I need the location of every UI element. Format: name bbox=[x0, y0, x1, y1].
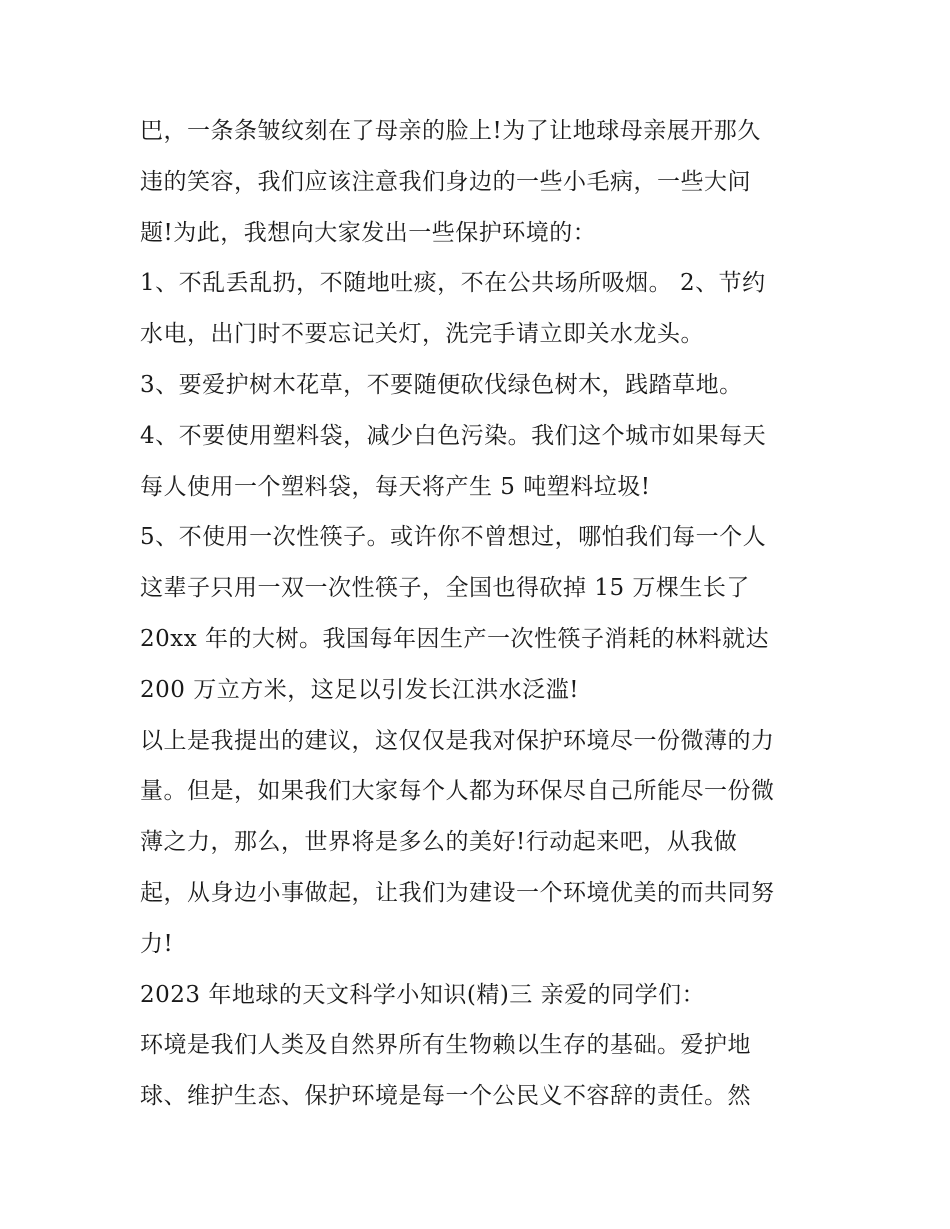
text-line-15: 薄之力，那么，世界将是多么的美好!行动起来吧，从我做 bbox=[140, 829, 738, 856]
text-line-8: 每人使用一个塑料袋，每天将产生 5 吨塑料垃圾! bbox=[140, 473, 651, 500]
text-line-20: 球、维护生态、保护环境是每一个公民义不容辞的责任。然 bbox=[140, 1083, 751, 1110]
text-line-14: 量。但是，如果我们大家每个人都为环保尽自己所能尽一份微 bbox=[140, 778, 775, 805]
text-line-1: 巴，一条条皱纹刻在了母亲的脸上!为了让地球母亲展开那久 bbox=[140, 118, 761, 144]
text-line-11: 20xx 年的大树。我国每年因生产一次性筷子消耗的林料就达 bbox=[140, 625, 770, 652]
text-line-3: 题!为此，我想向大家发出一些保护环境的： bbox=[140, 219, 597, 246]
text-line-2: 违的笑容，我们应该注意我们身边的一些小毛病，一些大问 bbox=[140, 168, 751, 195]
text-line-10: 这辈子只用一双一次性筷子，全国也得砍掉 15 万棵生长了 bbox=[140, 575, 750, 602]
text-line-16: 起，从身边小事做起，让我们为建设一个环境优美的而共同努 bbox=[140, 879, 775, 906]
text-line-5: 水电，出门时不要忘记关灯，洗完手请立即关水龙头。 bbox=[140, 321, 704, 348]
body-text bbox=[140, 106, 820, 1122]
text-line-18: 2023 年地球的天文科学小知识(精)三 亲爱的同学们： bbox=[140, 981, 706, 1008]
text-line-19: 环境是我们人类及自然界所有生物赖以生存的基础。爱护地 bbox=[140, 1032, 751, 1059]
text-line-17: 力! bbox=[140, 930, 174, 957]
text-line-4: 1、不乱丢乱扔，不随地吐痰，不在公共场所吸烟。 2、节约 bbox=[140, 270, 766, 297]
text-line-13: 以上是我提出的建议，这仅仅是我对保护环境尽一份微薄的力 bbox=[140, 727, 775, 754]
text-line-9: 5、不使用一次性筷子。或许你不曾想过，哪怕我们每一个人 bbox=[140, 524, 767, 551]
text-line-6: 3、要爱护树木花草，不要随便砍伐绿色树木，践踏草地。 bbox=[140, 371, 743, 398]
text-line-7: 4、不要使用塑料袋，减少白色污染。我们这个城市如果每天 bbox=[140, 422, 767, 449]
text-line-12: 200 万立方米，这足以引发长江洪水泛滥! bbox=[140, 676, 579, 703]
